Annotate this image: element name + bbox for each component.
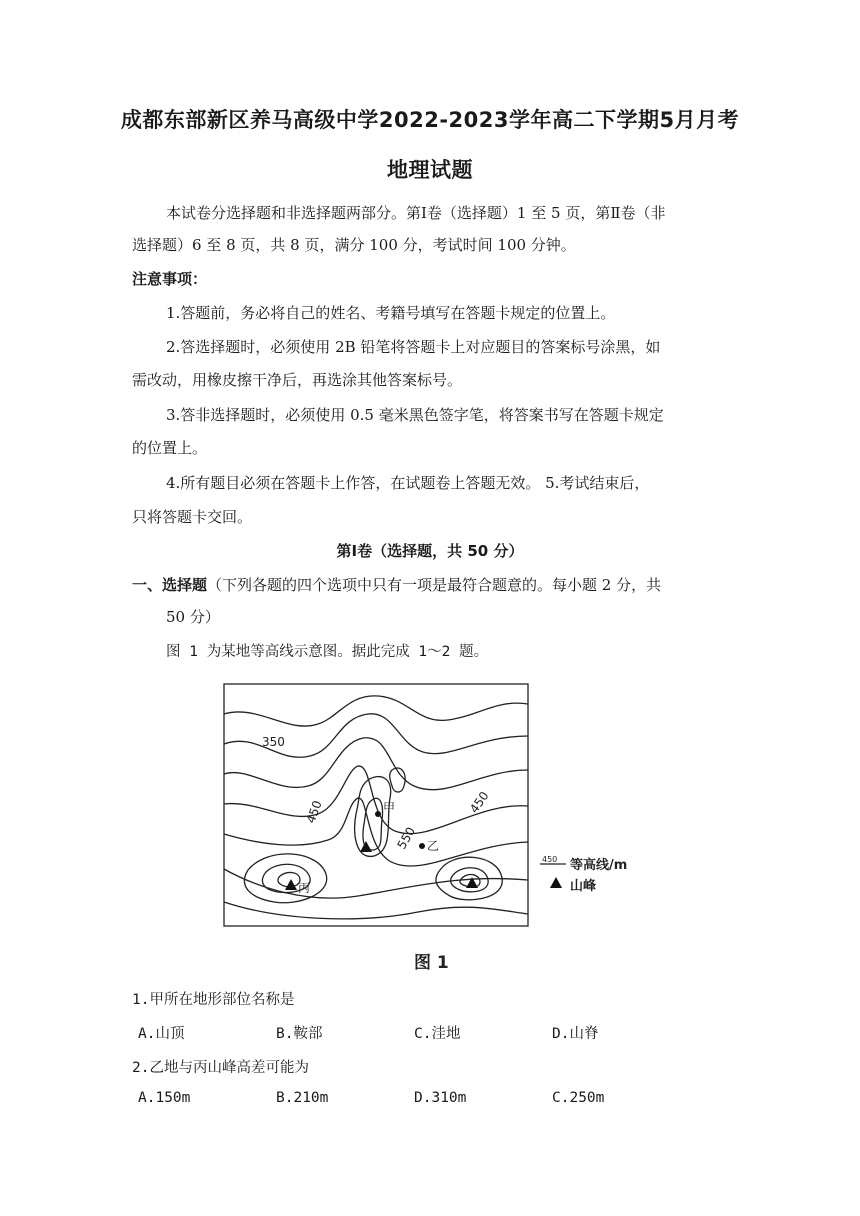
figure-intro: 图 1 为某地等高线示意图。据此完成 1～2 题。 xyxy=(166,644,489,660)
part1-line-1 xyxy=(132,574,661,595)
section-heading: 第Ⅰ卷（选择题，共 50 分） xyxy=(336,542,524,560)
question-2-stem: 2.乙地与丙山峰高差可能为 xyxy=(132,1060,309,1076)
point-jia-label: 甲 xyxy=(383,801,396,815)
peak-icon xyxy=(285,879,297,890)
part1-line-2: 50 分） xyxy=(166,608,220,626)
contour-line xyxy=(355,777,391,857)
point-bing-label: 丙 xyxy=(298,881,311,895)
note-2-line-2: 需改动，用橡皮擦干净后，再选涂其他答案标号。 xyxy=(132,371,463,389)
contour-label: 550 xyxy=(394,824,419,852)
q2-option-a: A.150m xyxy=(138,1090,191,1106)
exam-title: 成都东部新区养马高级中学2022-2023学年高二下学期5月月考 xyxy=(120,108,740,132)
contour-line xyxy=(224,902,528,919)
question-1-stem: 1.甲所在地形部位名称是 xyxy=(132,992,295,1008)
point-yi-marker xyxy=(419,843,425,849)
q2-option-b: B.210m xyxy=(276,1090,329,1106)
q2-option-d: D.310m xyxy=(414,1090,467,1106)
q1-option-a: A.山顶 xyxy=(138,1026,185,1042)
note-2-line-1: 2.答选择题时，必须使用 2B 铅笔将答题卡上对应题目的答案标号涂黑，如 xyxy=(166,338,661,356)
contour-label: 450 xyxy=(466,788,492,816)
note-4-line-1: 4.所有题目必须在答题卡上作答，在试题卷上答题无效。 5.考试结束后， xyxy=(166,474,650,492)
part1-label: 一、选择题 xyxy=(132,576,208,594)
legend-contour-label: 等高线/m xyxy=(570,858,628,873)
notes-heading: 注意事项： xyxy=(132,270,208,288)
contour-line xyxy=(224,696,528,726)
note-1: 1.答题前，务必将自己的姓名、考籍号填写在答题卡规定的位置上。 xyxy=(166,304,616,322)
point-yi-label: 乙 xyxy=(427,839,440,853)
note-3-line-1: 3.答非选择题时，必须使用 0.5 毫米黑色签字笔，将答案书写在答题卡规定 xyxy=(166,406,664,424)
exam-subject: 地理试题 xyxy=(387,158,473,182)
figure-caption: 图 1 xyxy=(414,953,449,973)
intro-line-2: 选择题）6 至 8 页，共 8 页，满分 100 分，考试时间 100 分钟。 xyxy=(132,236,576,254)
part1-desc: （下列各题的四个选项中只有一项是最符合题意的。每小题 2 分，共 xyxy=(207,576,662,594)
contour-map-figure xyxy=(218,674,658,984)
q1-option-b: B.鞍部 xyxy=(276,1026,323,1042)
contour-label: 350 xyxy=(262,735,285,749)
peak-icon xyxy=(360,841,372,852)
q1-option-c: C.洼地 xyxy=(414,1026,461,1042)
intro-line-1: 本试卷分选择题和非选择题两部分。第Ⅰ卷（选择题）1 至 5 页，第Ⅱ卷（非 xyxy=(166,204,666,222)
contour-line xyxy=(224,869,528,898)
note-4-line-2: 只将答题卡交回。 xyxy=(132,508,253,526)
legend-peak-label: 山峰 xyxy=(570,879,597,894)
q2-option-c: C.250m xyxy=(552,1090,605,1106)
note-3-line-2: 的位置上。 xyxy=(132,439,208,457)
point-jia-marker xyxy=(375,811,381,817)
legend-contour-value: 450 xyxy=(542,855,558,864)
contour-line xyxy=(244,854,326,903)
legend-peak-icon xyxy=(550,877,562,888)
q1-option-d: D.山脊 xyxy=(552,1026,599,1042)
contour-label: 450 xyxy=(303,798,325,826)
